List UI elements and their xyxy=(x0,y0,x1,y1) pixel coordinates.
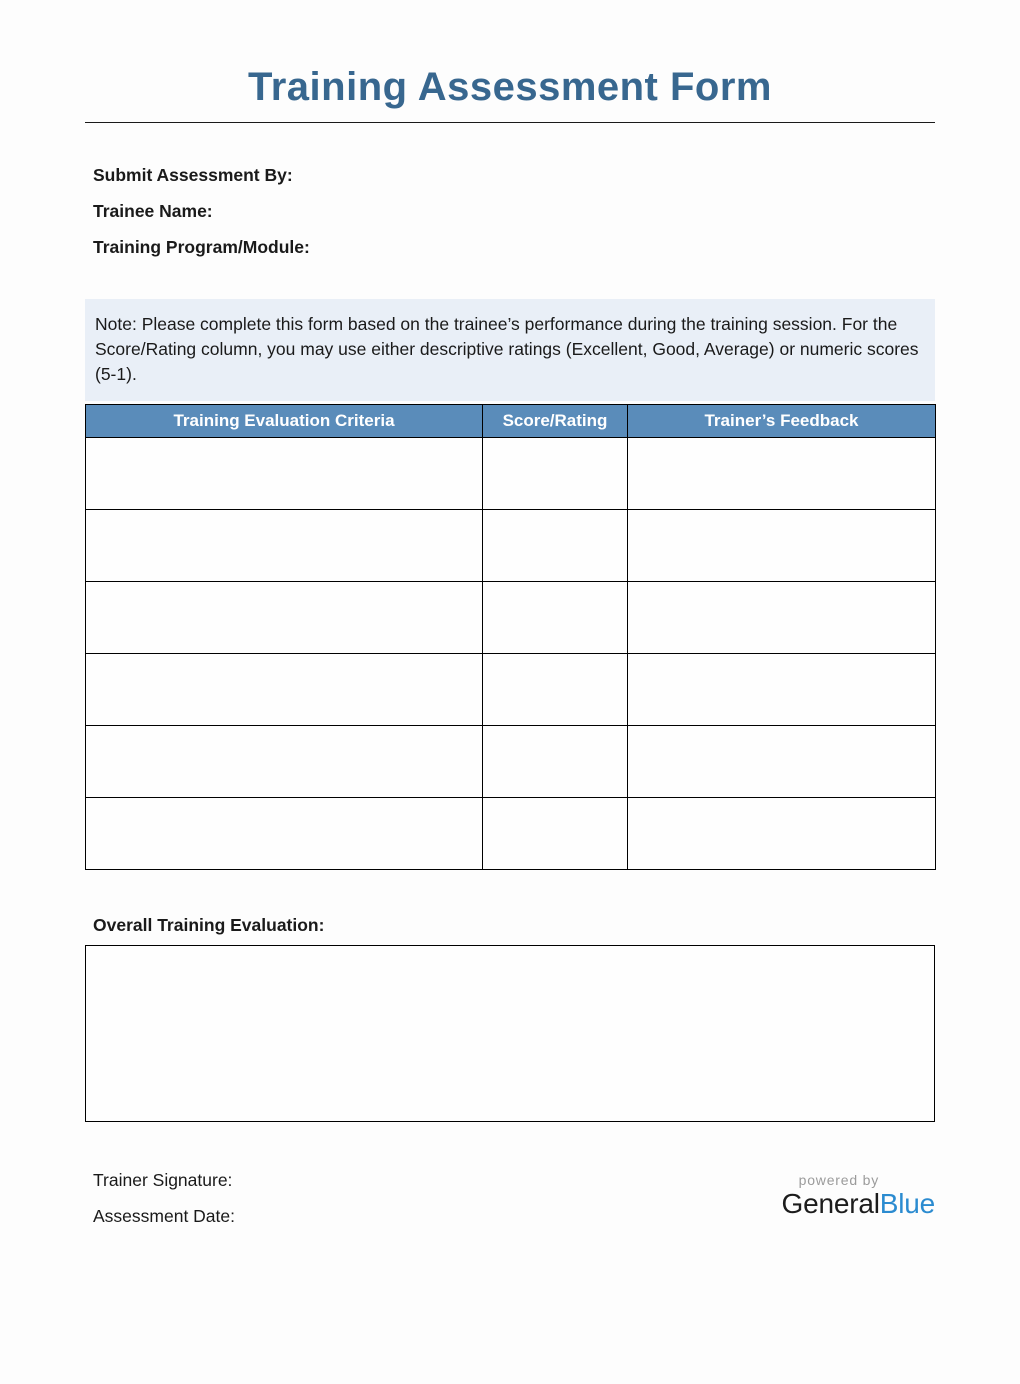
table-cell-trainer-feedback[interactable] xyxy=(628,726,936,798)
table-cell-criteria[interactable] xyxy=(86,510,483,582)
generalblue-logo xyxy=(782,1170,935,1220)
signature-block xyxy=(85,1170,235,1242)
table-cell-criteria[interactable] xyxy=(86,798,483,870)
table-cell-trainer-feedback[interactable] xyxy=(628,510,936,582)
note-text: Note: Please complete this form based on the trainee’s performance during the training session. For the Score/Rating column, you may use either descriptive ratings (Excellent, Good, Average) or numeric scores (5-1). xyxy=(95,314,919,384)
table-row xyxy=(86,438,936,510)
table-cell-criteria[interactable] xyxy=(86,438,483,510)
field-submit-assessment-by xyxy=(93,165,935,185)
brand-blue-text: Blue xyxy=(879,1188,935,1219)
brand-general-text: General xyxy=(781,1188,880,1219)
table-cell-trainer-feedback[interactable] xyxy=(628,654,936,726)
title-block xyxy=(85,64,935,123)
table-cell-criteria[interactable] xyxy=(86,582,483,654)
assessment-date-label: Assessment Date: xyxy=(93,1206,235,1226)
footer xyxy=(85,1170,935,1242)
criteria-table-body xyxy=(86,438,936,870)
table-cell-criteria[interactable] xyxy=(86,726,483,798)
field-training-program xyxy=(93,237,935,257)
overall-training-evaluation-box[interactable] xyxy=(85,945,935,1122)
header-fields xyxy=(85,165,935,257)
trainee-name-label: Trainee Name: xyxy=(93,201,213,221)
table-cell-score-rating[interactable] xyxy=(483,510,628,582)
table-cell-trainer-feedback[interactable] xyxy=(628,582,936,654)
table-cell-score-rating[interactable] xyxy=(483,438,628,510)
header-training-evaluation-criteria: Training Evaluation Criteria xyxy=(86,405,483,438)
header-score-rating: Score/Rating xyxy=(483,405,628,438)
overall-training-evaluation-label: Overall Training Evaluation: xyxy=(93,915,325,935)
table-cell-trainer-feedback[interactable] xyxy=(628,438,936,510)
field-trainee-name xyxy=(93,201,935,221)
table-row xyxy=(86,798,936,870)
table-row xyxy=(86,582,936,654)
brand-wordmark xyxy=(782,1188,935,1220)
submit-assessment-by-label: Submit Assessment By: xyxy=(93,165,293,185)
table-row xyxy=(86,726,936,798)
table-cell-score-rating[interactable] xyxy=(483,726,628,798)
table-row xyxy=(86,510,936,582)
table-cell-score-rating[interactable] xyxy=(483,654,628,726)
evaluation-criteria-table xyxy=(85,404,936,870)
field-assessment-date xyxy=(93,1206,235,1226)
table-header-row xyxy=(86,405,936,438)
training-program-label: Training Program/Module: xyxy=(93,237,310,257)
table-cell-score-rating[interactable] xyxy=(483,798,628,870)
table-cell-trainer-feedback[interactable] xyxy=(628,798,936,870)
table-row xyxy=(86,654,936,726)
note-box xyxy=(85,299,935,401)
header-trainers-feedback: Trainer’s Feedback xyxy=(628,405,936,438)
table-cell-criteria[interactable] xyxy=(86,654,483,726)
trainer-signature-label: Trainer Signature: xyxy=(93,1170,233,1190)
page-title: Training Assessment Form xyxy=(248,65,772,109)
field-trainer-signature xyxy=(93,1170,235,1190)
table-cell-score-rating[interactable] xyxy=(483,582,628,654)
powered-by-text: powered by xyxy=(798,1172,879,1188)
document-page xyxy=(85,64,935,1242)
